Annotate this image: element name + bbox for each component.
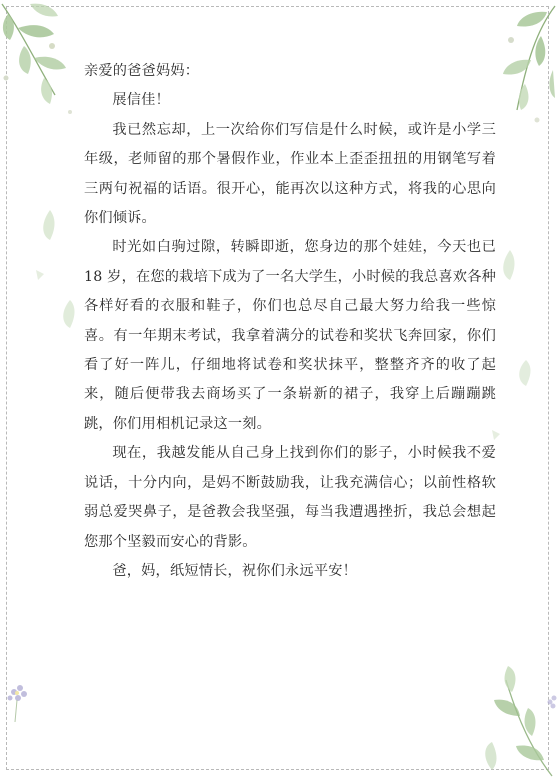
letter-body [84, 57, 496, 586]
letter-greeting: 展信佳！ [112, 92, 170, 109]
scattered-leaves-left-decoration [30, 200, 90, 360]
letter-closing: 爸，妈，纸短情长，祝你们永远平安！ [112, 562, 357, 579]
flower-bottom-left-decoration [0, 670, 40, 730]
letter-paragraph: 现在，我越发能从自己身上找到你们的影子，小时候我不爱说话，十分内向，是妈不断鼓励我，让我充满信心；以前性格软弱总爱哭鼻子，是爸教会我坚强，每当我遭遇挫折，我总会想起您那个坚毅而安心的背影。 [84, 445, 496, 550]
letter-paragraph: 时光如白驹过隙，转瞬即逝，您身边的那个娃娃，今天也已 18 岁，在您的栽培下成为了一名大学生，小时候的我总喜欢各种各样好看的衣服和鞋子，你们也总尽自己最大努力给我一些惊喜。有一年期末考试，我拿着满分的试卷和奖状飞奔回家，你们看了好一阵儿，仔细地将试卷和奖状抹平，整整齐齐的收了起来，随后便带我去商场买了一条崭新的裙子，我穿上后蹦蹦跳跳，你们用相机记录这一刻。 [84, 239, 496, 432]
leaf-branch-top-left-decoration [0, 0, 95, 125]
leaf-branch-bottom-right-decoration [462, 640, 557, 778]
leaf-branch-top-right-decoration [487, 0, 557, 130]
letter-paragraph: 我已然忘却，上一次给你们写信是什么时候，或许是小学三年级，老师留的那个暑假作业，作业本上歪歪扭扭的用钢笔写着三两句祝福的话语。很开心，能再次以这种方式，将我的心思向你们倾诉。 [84, 121, 496, 227]
letter-salutation: 亲爱的爸爸妈妈： [84, 63, 200, 79]
